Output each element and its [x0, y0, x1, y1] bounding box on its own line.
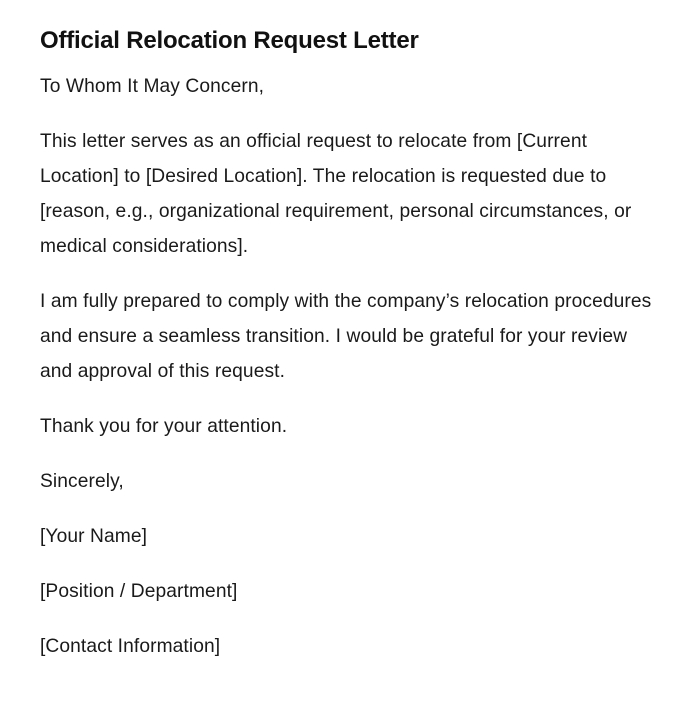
salutation: To Whom It May Concern, [40, 76, 265, 97]
contact-placeholder: [Contact Information] [40, 636, 221, 657]
letter-title: Official Relocation Request Letter [40, 27, 419, 54]
thanks-line: Thank you for your attention. [40, 416, 288, 437]
letter-document [40, 24, 660, 664]
body-paragraph-1: This letter serves as an official request to relocate from [Current Location] to [Desired Location]. The relocation is requested due to [reason, e.g., organizational requirement, personal circumstances, or medical considerations]. [40, 131, 632, 257]
body-paragraph-2: I am fully prepared to comply with the company’s relocation procedures and ensure a seamless transition. I would be grateful for your review and approval of this request. [40, 291, 652, 382]
position-placeholder: [Position / Department] [40, 581, 238, 602]
closing-line: Sincerely, [40, 471, 124, 492]
name-placeholder: [Your Name] [40, 526, 148, 547]
